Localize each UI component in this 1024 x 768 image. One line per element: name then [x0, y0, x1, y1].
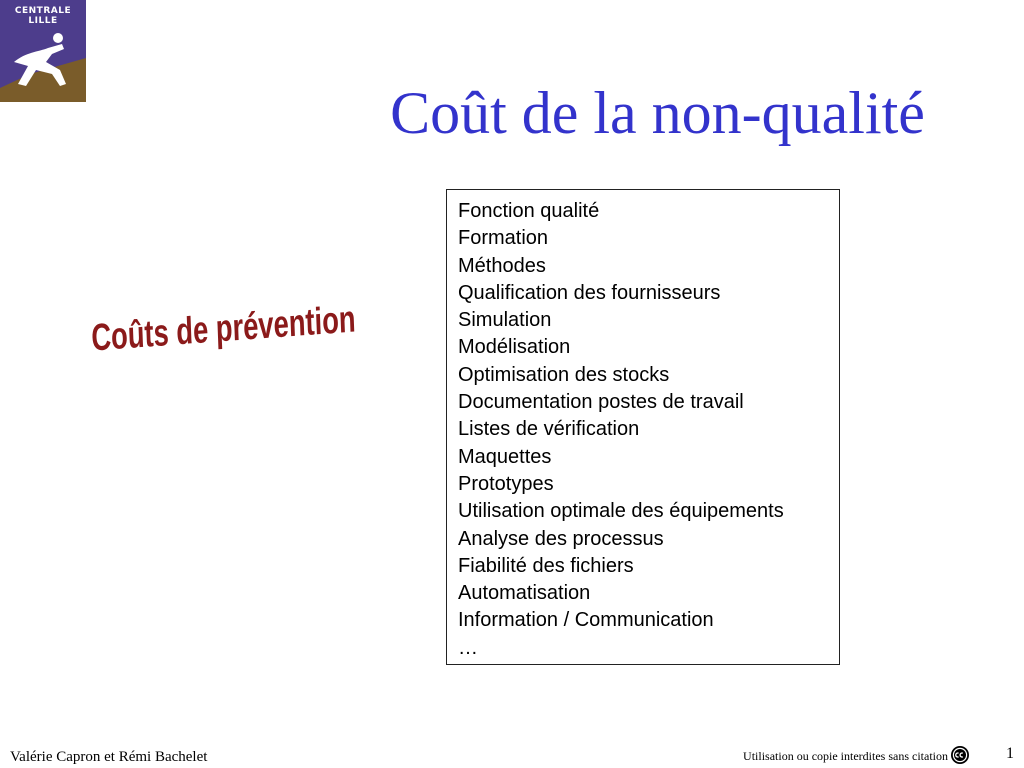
logo-text — [0, 6, 86, 26]
centrale-lille-logo — [0, 0, 86, 102]
list-item: Simulation — [458, 309, 552, 332]
logo-text-line2: LILLE — [28, 16, 58, 26]
slide-title: Coût de la non-qualité — [390, 80, 925, 146]
prevention-costs-label: Coûts de prévention — [90, 298, 357, 360]
page-number: 1 — [1006, 745, 1014, 762]
list-item: … — [458, 636, 478, 659]
list-item: Modélisation — [458, 336, 571, 359]
footer-copyright-notice: Utilisation ou copie interdites sans citation — [743, 749, 948, 763]
list-item: Qualification des fournisseurs — [458, 281, 721, 304]
list-item: Listes de vérification — [458, 418, 640, 441]
list-item: Méthodes — [458, 254, 546, 277]
list-item: Analyse des processus — [458, 527, 664, 550]
list-item: Optimisation des stocks — [458, 363, 670, 386]
list-item: Automatisation — [458, 582, 591, 605]
list-item: Documentation postes de travail — [458, 391, 744, 414]
list-item: Utilisation optimale des équipements — [458, 500, 784, 523]
list-item: Maquettes — [458, 445, 552, 468]
list-item: Prototypes — [458, 472, 554, 495]
list-item: Formation — [458, 227, 549, 250]
list-item: Fiabilité des fichiers — [458, 554, 634, 577]
prevention-items-list — [458, 198, 839, 662]
creative-commons-icon — [950, 745, 970, 765]
list-item: Information / Communication — [458, 609, 714, 632]
prevention-items-box — [446, 189, 840, 665]
logo-text-line1: CENTRALE — [14, 6, 72, 16]
footer-authors: Valérie Capron et Rémi Bachelet — [10, 749, 208, 765]
list-item: Fonction qualité — [458, 200, 600, 222]
